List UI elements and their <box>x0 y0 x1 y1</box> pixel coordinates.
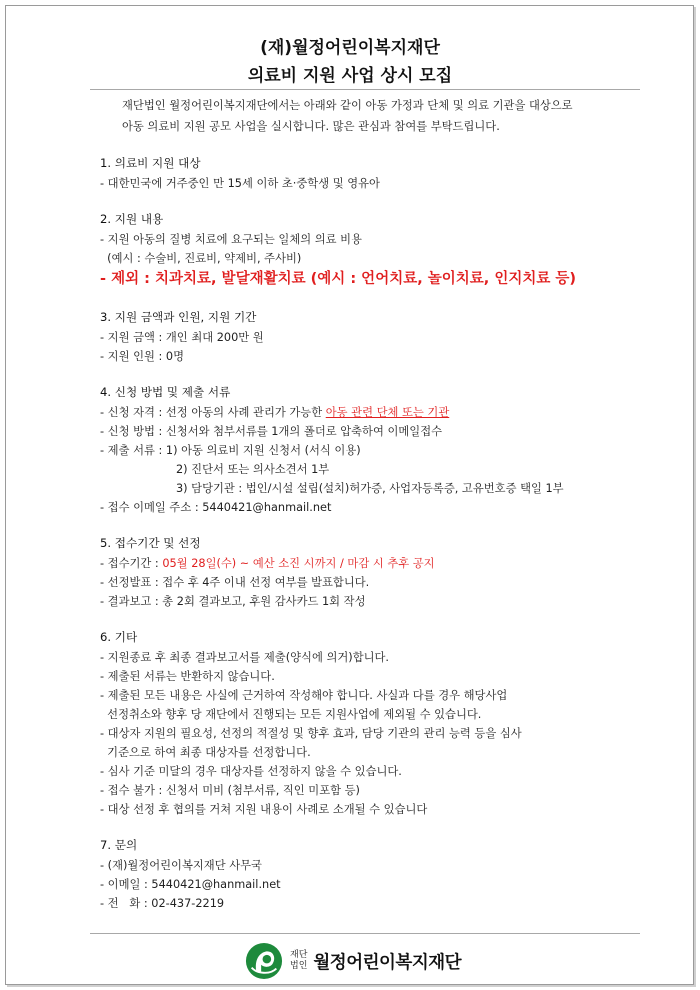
s4-qual-text: - 신청 자격 : 선정 아동의 사례 관리가 가능한 <box>100 406 326 419</box>
s4-docs-3: 3) 담당기관 : 법인/시설 설립(설치)허가증, 사업자등록증, 고유번호증 택일 1부 <box>176 482 564 495</box>
s7-email: - 이메일 : 5440421@hanmail.net <box>100 878 281 891</box>
logo-small-line-1: 재단 <box>290 950 308 960</box>
section-2-heading: 2. 지원 내용 <box>100 212 164 226</box>
foundation-logo-icon <box>245 942 283 980</box>
section-7-heading: 7. 문의 <box>100 838 138 852</box>
section-4-heading: 4. 신청 방법 및 제출 서류 <box>100 385 231 399</box>
s4-docs-2: 2) 진단서 또는 의사소견서 1부 <box>176 463 330 476</box>
org-title: (재)월정어린이복지재단 <box>260 38 440 58</box>
s7-office: - (재)월정어린이복지재단 사무국 <box>100 859 262 872</box>
s4-email: - 접수 이메일 주소 : 5440421@hanmail.net <box>100 501 332 514</box>
logo-small-text <box>290 950 307 972</box>
s4-docs-1: - 제출 서류 : 1) 아동 의료비 지원 신청서 (서식 이용) <box>100 444 361 457</box>
s5-report: - 결과보고 : 총 2회 결과보고, 후원 감사카드 1회 작성 <box>100 595 366 608</box>
s6-item: 기준으로 하여 최종 대상자를 선정합니다. <box>100 746 311 759</box>
notice-title: 의료비 지원 사업 상시 모집 <box>247 66 453 86</box>
s6-item: - 제출된 서류는 반환하지 않습니다. <box>100 670 275 683</box>
s6-item: - 대상자 지원의 필요성, 선정의 적절성 및 향후 효과, 담당 기관의 관리 능력 등을 심사 <box>100 727 522 740</box>
bottom-divider <box>90 933 640 934</box>
top-divider <box>90 89 640 90</box>
s2-exclusion: - 제외 : 치과치료, 발달재활치료 (예시 : 언어치료, 놀이치료, 인지치료 등) <box>100 271 577 287</box>
intro-line-1: 재단법인 월정어린이복지재단에서는 아래와 같이 아동 가정과 단체 및 의료 기관을 대상으로 <box>122 99 573 112</box>
section-5-heading: 5. 접수기간 및 선정 <box>100 536 201 550</box>
s6-item: - 심사 기준 미달의 경우 대상자를 선정하지 않을 수 있습니다. <box>100 765 402 778</box>
section-1-heading: 1. 의료비 지원 대상 <box>100 156 201 170</box>
logo-small-line-2: 법인 <box>290 961 308 971</box>
section-6-heading: 6. 기타 <box>100 630 138 644</box>
s2-support-content: - 지원 아동의 질병 치료에 요구되는 일체의 의료 비용 <box>100 233 362 246</box>
s6-item: - 제출된 모든 내용은 사실에 근거하여 작성해야 합니다. 사실과 다를 경우 해당사업 <box>100 689 508 702</box>
logo-foundation-name: 월정어린이복지재단 <box>313 952 462 973</box>
s2-support-example: (예시 : 수술비, 진료비, 약제비, 주사비) <box>100 252 302 265</box>
foundation-logo <box>245 941 461 981</box>
s6-item: - 대상 선정 후 협의를 거쳐 지원 내용이 사례로 소개될 수 있습니다 <box>100 803 428 816</box>
s5-announce: - 선정발표 : 접수 후 4주 이내 선정 여부를 발표합니다. <box>100 576 370 589</box>
s5-period <box>100 555 435 571</box>
s1-target: - 대한민국에 거주중인 만 15세 이하 초·중학생 및 영유아 <box>100 177 380 190</box>
s4-qual-highlight: 아동 관련 단체 또는 기관 <box>325 406 450 419</box>
s4-method: - 신청 방법 : 신청서와 첨부서류를 1개의 폴더로 압축하여 이메일접수 <box>100 425 443 438</box>
s3-count: - 지원 인원 : 0명 <box>100 350 184 363</box>
s4-qualification <box>100 404 449 420</box>
s6-item: - 지원종료 후 최종 결과보고서를 제출(양식에 의거)합니다. <box>100 651 390 664</box>
s6-item: - 접수 불가 : 신청서 미비 (첨부서류, 직인 미포함 등) <box>100 784 360 797</box>
intro-line-2: 아동 의료비 지원 공모 사업을 실시합니다. 많은 관심과 참여를 부탁드립니다. <box>122 120 500 133</box>
section-3-heading: 3. 지원 금액과 인원, 지원 기간 <box>100 310 257 324</box>
s7-phone: - 전 화 : 02-437-2219 <box>100 897 225 910</box>
s6-item: 선정취소와 향후 당 재단에서 진행되는 모든 지원사업에 제외될 수 있습니다. <box>100 708 482 721</box>
s3-amount: - 지원 금액 : 개인 최대 200만 원 <box>100 331 264 344</box>
s5-period-label: - 접수기간 : <box>100 557 163 570</box>
s5-period-highlight: 05월 28일(수) ~ 예산 소진 시까지 / 마감 시 추후 공지 <box>162 557 435 570</box>
